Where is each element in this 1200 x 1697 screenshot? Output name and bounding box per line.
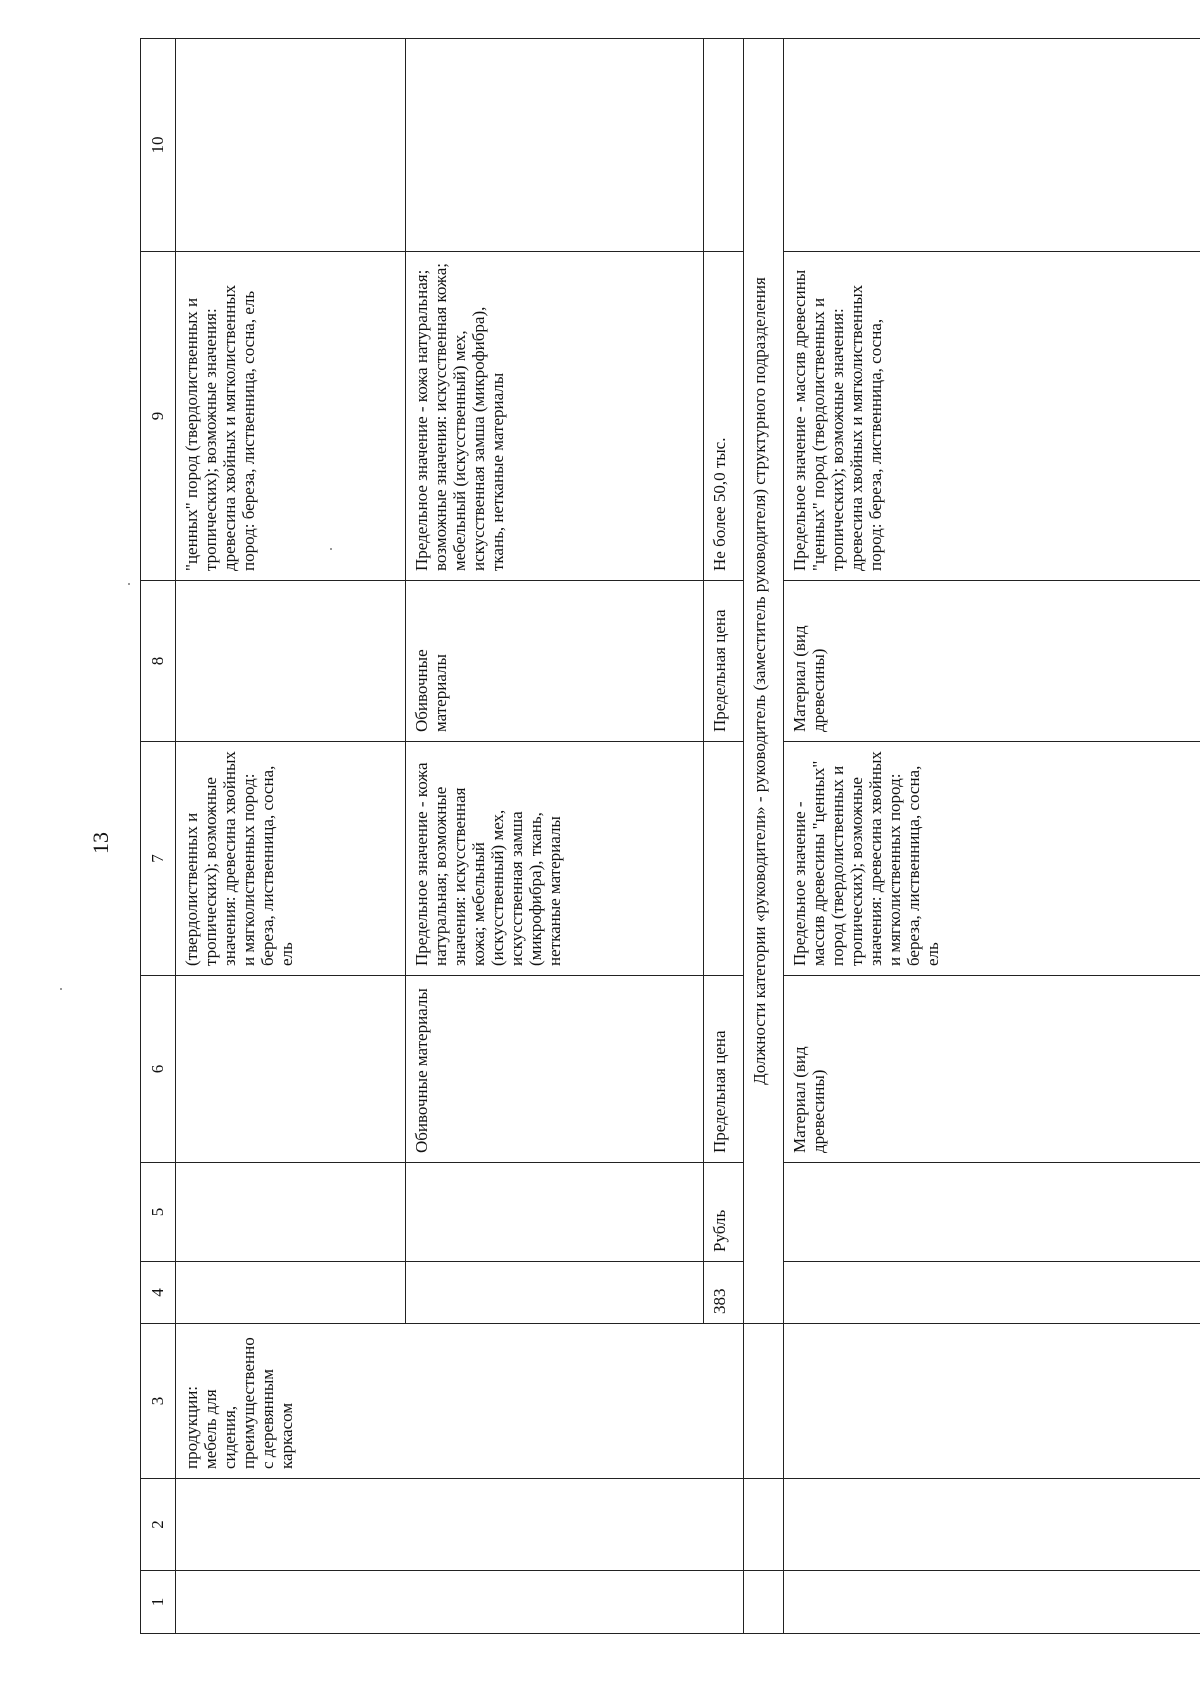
- cell-characteristic: Предельная цена: [704, 581, 744, 742]
- cell-wood-values: "ценных" пород (твердолиственных и тропических); возможные значения: древесина хвойных и мягколиственных пород: береза, лиственница, сосна, ель: [176, 252, 406, 581]
- cell-col1: [176, 1571, 744, 1634]
- cell-col5: [784, 1163, 1200, 1262]
- page-number: 13: [88, 832, 113, 854]
- cell-col5: [176, 1163, 406, 1262]
- cell-col10: [176, 39, 406, 252]
- column-number: 3: [141, 1324, 176, 1479]
- cell-col1: [784, 1571, 1200, 1634]
- cell-col3: [744, 1324, 784, 1479]
- requirements-table: [140, 38, 1200, 1634]
- cell-col6: [176, 976, 406, 1163]
- cell-col5: [406, 1163, 704, 1262]
- cell-unit: Рубль: [704, 1163, 744, 1262]
- column-number: 6: [141, 976, 176, 1163]
- column-number: 1: [141, 1571, 176, 1634]
- scan-speck: [330, 548, 332, 550]
- column-number: 4: [141, 1262, 176, 1324]
- cell-col4: [176, 1262, 406, 1324]
- cell-col2: [176, 1479, 744, 1571]
- cell-characteristic: Обивочные материалы: [406, 581, 704, 742]
- column-number: 7: [141, 742, 176, 976]
- cell-col10: [704, 39, 744, 252]
- cell-empty: [704, 742, 744, 976]
- cell-wood-values: (твердолиственных и тропических); возможные значения: древесина хвойных и мягколиственных пород: береза, лиственница, сосна, ель: [176, 742, 406, 976]
- section-heading: Должности категории «руководители» - руководитель (заместитель руководителя) структурного подразделения: [744, 39, 784, 1324]
- cell-col10: [406, 39, 704, 252]
- column-number: 8: [141, 581, 176, 742]
- table-row: [784, 39, 1200, 1634]
- cell-okei-code: 383: [704, 1262, 744, 1324]
- cell-wood-values: Предельное значение - массив древесины "ценных" пород (твердолиственных и тропических); возможные значения: древесина хвойных и мягколиственных пород: береза, лиственница, сосна, ель: [784, 742, 1200, 976]
- cell-wood-values: Предельное значение - массив древесины "ценных" пород (твердолиственных и тропических); возможные значения: древесина хвойных и мягколиственных пород: береза, лиственница, сосна,: [784, 252, 1200, 581]
- cell-col8: [176, 581, 406, 742]
- scan-speck: [60, 988, 62, 990]
- column-number: 5: [141, 1163, 176, 1262]
- table-row: [176, 39, 406, 1634]
- cell-col2: [744, 1479, 784, 1571]
- column-number: 2: [141, 1479, 176, 1571]
- cell-product-name: продукции: мебель для сидения, преимущественно с деревянным каркасом: [176, 1324, 744, 1479]
- header-row: [141, 39, 176, 1634]
- cell-upholstery-values: Предельное значение - кожа натуральная; возможные значения: искусственная кожа; мебельный (искусственный) мех, искусственная замша (микрофибра), ткань, нетканые материалы: [406, 252, 704, 581]
- section-row: [744, 39, 784, 1634]
- cell-upholstery-values: Предельное значение - кожа натуральная; возможные значения: искусственная кожа; мебельный (искусственный) мех, искусственная замша (микрофибра), ткань, нетканые материалы: [406, 742, 704, 976]
- column-number: 10: [141, 39, 176, 252]
- cell-col4: [784, 1262, 1200, 1324]
- cell-characteristic: Материал (вид древесины): [784, 581, 1200, 742]
- column-number: 9: [141, 252, 176, 581]
- cell-characteristic: Материал (вид древесины): [784, 976, 1200, 1163]
- cell-col10: [784, 39, 1200, 252]
- rotated-page-content: [140, 39, 1200, 1634]
- cell-characteristic: Обивочные материалы: [406, 976, 704, 1163]
- cell-col4: [406, 1262, 704, 1324]
- scan-speck: [128, 583, 130, 585]
- cell-col2: [784, 1479, 1200, 1571]
- cell-col1: [744, 1571, 784, 1634]
- cell-characteristic: Предельная цена: [704, 976, 744, 1163]
- cell-col3: [784, 1324, 1200, 1479]
- cell-price-limit: Не более 50,0 тыс.: [704, 252, 744, 581]
